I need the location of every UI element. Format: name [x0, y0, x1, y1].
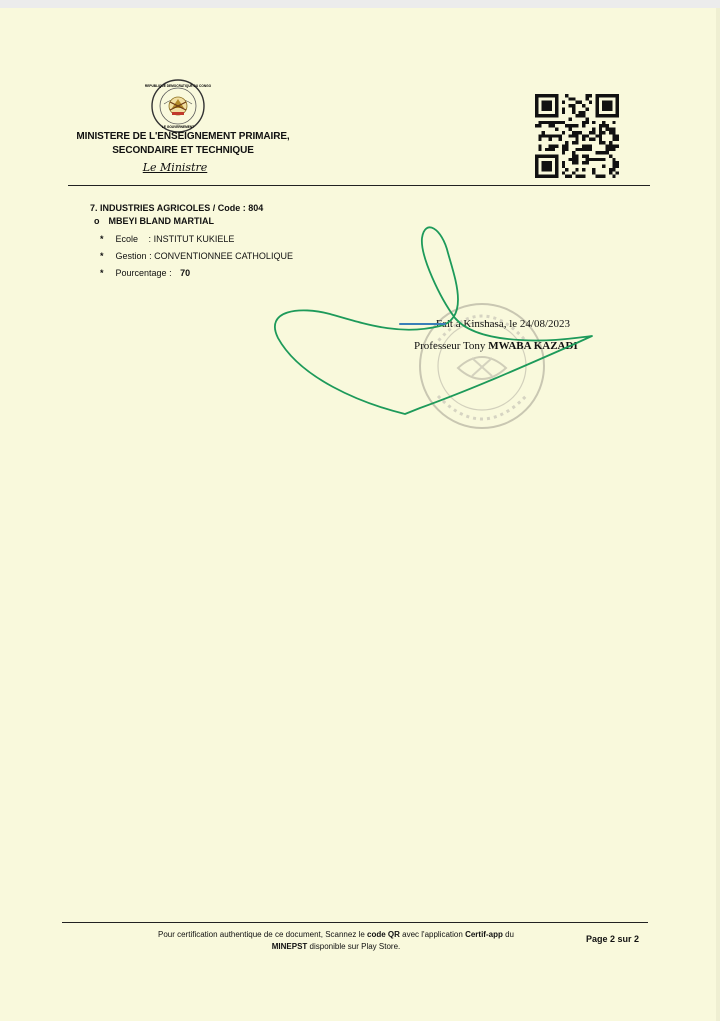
section-number: 7.	[90, 203, 98, 213]
star-bullet-icon: *	[100, 251, 104, 261]
detail-separator: :	[149, 251, 152, 261]
detail-label: Pourcentage	[115, 268, 167, 278]
footer-text-du: du	[505, 930, 514, 939]
footer-ministry-acronym: MINEPST	[271, 942, 308, 951]
section-title: INDUSTRIES AGRICOLES / Code :	[100, 203, 246, 213]
signatory-title: Professeur Tony	[414, 340, 486, 352]
detail-value: 70	[180, 268, 191, 278]
ministry-line-2: SECONDAIRE ET TECHNIQUE	[112, 145, 254, 156]
section-code: 804	[248, 203, 264, 213]
footer-text-1: Pour certification authentique de ce document, Scannez le	[157, 930, 365, 939]
minister-label: Le Ministre	[142, 161, 208, 174]
ministry-line-1: MINISTERE DE L'ENSEIGNEMENT PRIMAIRE,	[76, 131, 290, 142]
handwritten-signature	[270, 218, 610, 424]
footer-divider	[62, 922, 648, 923]
footer-qr-label: code QR	[367, 930, 400, 939]
footer-certification-note	[126, 929, 546, 953]
student-name: MBEYI BLAND MARTIAL	[108, 216, 215, 226]
section-heading	[90, 203, 263, 213]
header-divider	[68, 185, 650, 186]
footer-app-name: Certif-app	[465, 930, 503, 939]
student-name-row	[94, 216, 214, 226]
detail-pourcentage	[100, 268, 190, 278]
seal-inner-text: LE GOUVERNEMENT	[161, 125, 195, 129]
page-number: Page 2 sur 2	[586, 934, 640, 944]
place-date: Fait à Kinshasa, le 24/08/2023	[435, 318, 570, 330]
star-bullet-icon: *	[100, 234, 104, 244]
detail-label: Ecole	[115, 234, 139, 244]
scan-top-strip	[0, 0, 720, 8]
detail-ecole	[100, 234, 234, 244]
star-bullet-icon: *	[100, 268, 104, 278]
footer-text-2: avec l'application	[402, 930, 463, 939]
signatory-surname: MWABA KAZADI	[488, 340, 578, 352]
qr-code	[535, 94, 619, 178]
footer-text-3: disponible sur Play Store.	[309, 942, 401, 951]
seal-outer-text: REPUBLIQUE DEMOCRATIQUE DU CONGO	[144, 84, 212, 88]
detail-label: Gestion	[115, 251, 147, 261]
detail-value: CONVENTIONNEE CATHOLIQUE	[154, 251, 293, 261]
ministry-heading	[60, 130, 306, 158]
circle-bullet-icon: o	[94, 216, 100, 226]
detail-separator: :	[169, 268, 172, 278]
coat-of-arms-seal	[144, 78, 212, 134]
detail-separator: :	[148, 234, 152, 244]
page-edge	[716, 8, 720, 1021]
detail-gestion	[100, 251, 293, 261]
detail-value: INSTITUT KUKIELE	[153, 234, 235, 244]
